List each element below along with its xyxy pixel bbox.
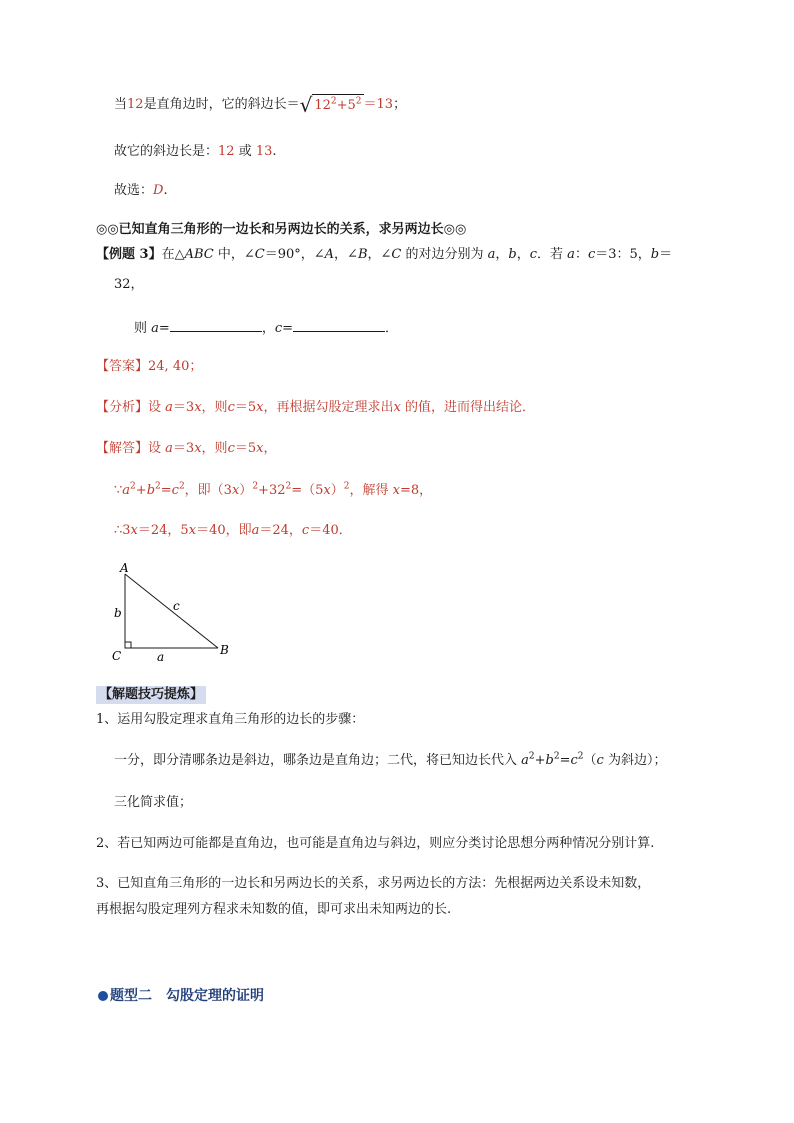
square-root: √ $12^2+5^2$ <box>299 93 362 117</box>
solution-line-3: ∴3x＝24，5x＝40，即a＝24，c＝40． <box>114 523 352 538</box>
solution-line-hypotenuse: 当12是直角边时，它的斜边长＝√ $12^2+5^2 =13$； <box>114 93 407 117</box>
right-triangle-diagram <box>108 558 238 666</box>
example-blanks: 则 a= ，c= ． <box>134 318 398 338</box>
tips-item-2: 2、若已知两边可能都是直角边，也可能是直角边与斜边，则应分类讨论思想分两种情况分别计算. <box>96 836 655 851</box>
vertex-c-label: C <box>112 649 122 663</box>
tips-item-3-line2: 再根据勾股定理列方程求未知数的值，即可求出未知两边的长. <box>96 902 452 917</box>
tips-item-1: 1、运用勾股定理求直角三角形的边长的步骤： <box>96 712 365 727</box>
side-a-label: a <box>157 650 165 664</box>
solution-line-1: 【解答】设 a＝3x，则c＝5x， <box>96 441 277 456</box>
vertex-b-label: B <box>220 643 229 657</box>
solution-line-choice: 故选：D. <box>114 183 168 198</box>
solution-line-2: $\because a^2+b^2=c^2$，即$(3x)^2+32^2=(5x)^2$，解得 x=8， <box>114 481 433 498</box>
right-angle-mark <box>125 642 131 648</box>
side-c-line <box>125 574 218 648</box>
section-heading: ◎◎已知直角三角形的一边长和另两边长的关系，求另两边长◎◎ <box>96 222 467 237</box>
answer-blank-a[interactable] <box>170 318 262 332</box>
solution-tag: 【解答】 <box>96 441 149 456</box>
tips-item-3-line1: 3、已知直角三角形的一边长和另两边长的关系，求另两边长的方法：先根据两边关系设未知数， <box>96 876 651 891</box>
next-section-heading: 题型二 勾股定理的证明 <box>98 987 264 1005</box>
side-b-label: b <box>114 606 122 620</box>
tips-item-1-step3: 三化简求值； <box>114 795 193 810</box>
tips-item-1-detail: 一分，即分清哪条边是斜边，哪条边是直角边；二代，将已知边长代入 $a^2+b^2=c^2(c$ 为斜边）； <box>114 751 667 768</box>
answer-line: 【答案】24, 40； <box>96 359 203 374</box>
tips-heading: 【解题技巧提炼】 <box>96 686 206 704</box>
analysis-tag: 【分析】 <box>96 400 149 415</box>
vertex-a-label: A <box>120 561 129 575</box>
example-tag: 【例题 3】 <box>96 247 162 262</box>
answer-blank-c[interactable] <box>293 318 385 332</box>
side-c-label: c <box>173 599 180 613</box>
example-question: 【例题 3】在△ABC 中，∠C＝90°，∠A，∠B，∠C 的对边分别为 a，b，c．若 a：c＝3：5，b＝ <box>96 247 673 262</box>
answer-tag: 【答案】 <box>96 359 149 374</box>
example-question-cont: 32， <box>114 277 144 292</box>
solution-line-conclusion: 故它的斜边长是：12 或 13. <box>114 144 277 159</box>
bullet-dot-icon <box>98 991 108 1001</box>
analysis-line: 【分析】设 a＝3x，则c＝5x，再根据勾股定理求出x 的值，进而得出结论． <box>96 400 535 415</box>
